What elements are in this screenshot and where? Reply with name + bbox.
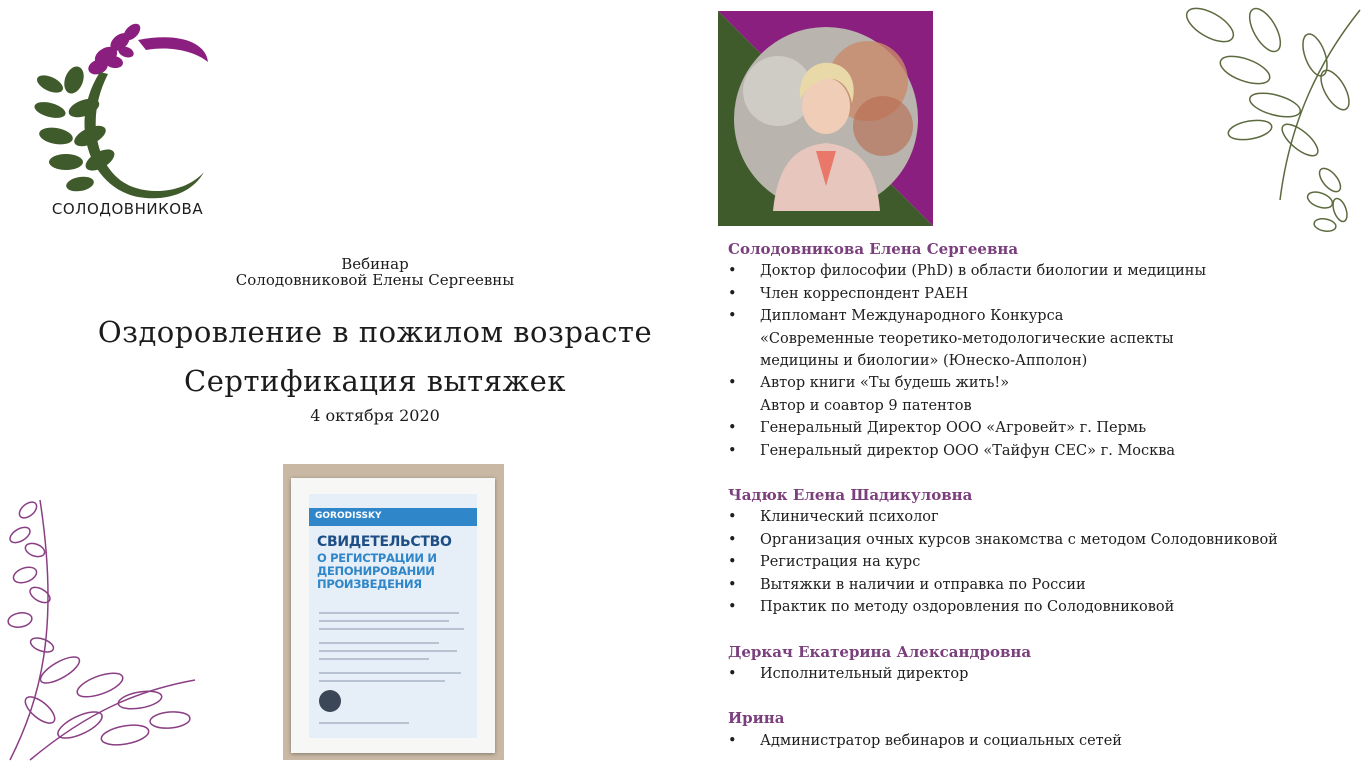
bullet-dot-icon: • <box>728 665 737 682</box>
certificate-seal-icon <box>319 690 341 712</box>
webinar-label: Вебинар <box>341 255 409 273</box>
certificate-subheading: О РЕГИСТРАЦИИ И ДЕПОНИРОВАНИИ ПРОИЗВЕДЕНИЯ <box>317 551 437 591</box>
bullet-item <box>728 260 1348 282</box>
bullet-item <box>728 417 1348 439</box>
bullet-text: медицины и биологии» (Юнеско-Апполон) <box>760 353 1088 370</box>
person-name: Ирина <box>728 709 785 728</box>
decorative-leaves-icon <box>0 480 200 767</box>
bullet-dot-icon: • <box>728 599 737 616</box>
certificate-text-line <box>319 620 449 622</box>
bullet-item <box>728 395 1348 417</box>
bullet-item <box>728 730 1348 752</box>
person-block <box>728 707 1348 752</box>
bullet-item <box>728 328 1348 350</box>
person-block <box>728 484 1348 618</box>
main-title-line-2: Сертификация вытяжек <box>184 364 566 398</box>
person-block <box>728 641 1348 686</box>
bullet-item <box>728 440 1348 462</box>
certificate-text-line <box>319 628 464 630</box>
certificate-text-line <box>319 722 409 724</box>
certificate-frame <box>291 478 495 753</box>
bullet-dot-icon: • <box>728 509 737 526</box>
bullet-item <box>728 596 1348 618</box>
certificate-paper <box>309 494 477 738</box>
bullet-item <box>728 574 1348 596</box>
certificate-text-line <box>319 650 457 652</box>
leaf-c-logo-icon <box>28 12 218 227</box>
bullet-text: Исполнительный директор <box>760 665 969 682</box>
bullet-item <box>728 283 1348 305</box>
bullet-dot-icon: • <box>728 285 737 302</box>
certificate-text-line <box>319 680 445 682</box>
bullet-text: Регистрация на курс <box>760 554 921 571</box>
bullet-text: Генеральный директор ООО «Тайфун СЕС» г. Москва <box>760 442 1176 459</box>
bullet-text: Автор и соавтор 9 патентов <box>760 397 972 414</box>
webinar-date: 4 октября 2020 <box>310 406 440 425</box>
bullet-text: Вытяжки в наличии и отправка по России <box>760 576 1086 593</box>
bullet-item <box>728 305 1348 327</box>
bullet-dot-icon: • <box>728 531 737 548</box>
bullet-dot-icon: • <box>728 308 737 325</box>
bullet-item <box>728 506 1348 528</box>
bullet-text: Практик по методу оздоровления по Солодовниковой <box>760 599 1175 616</box>
bullet-item <box>728 372 1348 394</box>
bullet-text: Доктор философии (PhD) в области биологии и медицины <box>760 263 1206 280</box>
bullet-text: Клинический психолог <box>760 509 939 526</box>
person-name: Чадюк Елена Шадикуловна <box>728 486 973 505</box>
bullet-text: Генеральный Директор ООО «Агровейт» г. Пермь <box>760 420 1147 437</box>
bullet-dot-icon: • <box>728 375 737 392</box>
bullet-dot-icon: • <box>728 576 737 593</box>
certificate-photo <box>283 464 504 760</box>
certificate-text-line <box>319 672 461 674</box>
person-name: Деркач Екатерина Александровна <box>728 642 1032 661</box>
decorative-leaves-icon <box>1180 0 1365 245</box>
certificate-text-line <box>319 642 439 644</box>
bullet-text: Организация очных курсов знакомства с методом Солодовниковой <box>760 531 1278 548</box>
bullet-text: Автор книги «Ты будешь жить!» <box>760 375 1010 392</box>
bullet-dot-icon: • <box>728 554 737 571</box>
bullet-item <box>728 663 1348 685</box>
person-name: Солодовникова Елена Сергеевна <box>728 240 1019 258</box>
logo-text: СОЛОДОВНИКОВА <box>51 200 204 218</box>
bullet-text: «Современные теоретико-методологические аспекты <box>760 330 1174 347</box>
main-title-line-1: Оздоровление в пожилом возрасте <box>97 315 653 349</box>
people-list <box>728 238 1348 752</box>
certificate-text-line <box>319 612 459 614</box>
webinar-host-name: Солодовниковой Елены Сергеевны <box>235 271 515 289</box>
bullet-item <box>728 350 1348 372</box>
person-block <box>728 238 1348 462</box>
certificate-brand-bar <box>309 508 477 526</box>
portrait-photo <box>718 11 933 226</box>
bullet-text: Дипломант Международного Конкурса <box>760 308 1064 325</box>
certificate-heading: СВИДЕТЕЛЬСТВО <box>317 534 452 550</box>
bullet-dot-icon: • <box>728 263 737 280</box>
certificate-brand: GORODISSKY <box>315 511 382 521</box>
bullet-item <box>728 551 1348 573</box>
bullet-dot-icon: • <box>728 420 737 437</box>
bullet-dot-icon: • <box>728 442 737 459</box>
bullet-dot-icon: • <box>728 732 737 749</box>
bullet-text: Член корреспондент РАЕН <box>760 285 969 302</box>
certificate-text-line <box>319 658 429 660</box>
bullet-text: Администратор вебинаров и социальных сетей <box>760 732 1122 749</box>
bullet-item <box>728 529 1348 551</box>
